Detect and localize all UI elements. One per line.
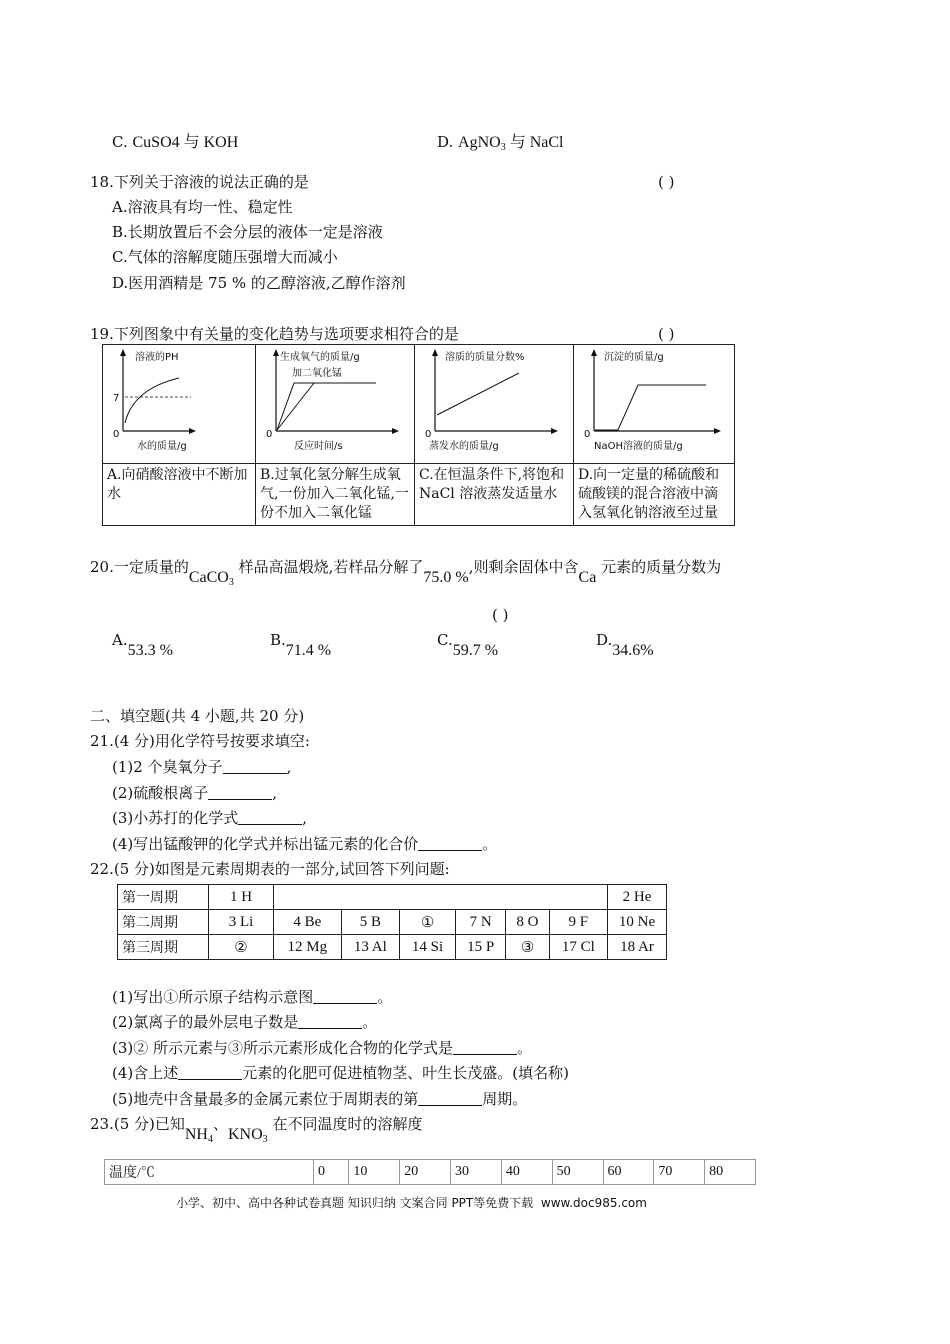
q19-stem: 19.下列图象中有关量的变化趋势与选项要求相符合的是	[90, 325, 459, 343]
element-cell: 5 B	[341, 910, 399, 935]
temperature-header: 温度/℃	[105, 1160, 314, 1185]
element-cell: 15 P	[456, 935, 506, 960]
q23-stem: 23.(5 分)已知$NH_4$、$KNO_3$ 在不同温度时的溶解度	[90, 1115, 423, 1145]
section-title: 二、填空题(共 4 小题,共 20 分)	[90, 707, 305, 725]
element-cell: 13 Al	[341, 935, 399, 960]
element-cell: 10 Ne	[608, 910, 667, 935]
graph-b-origin: 0	[266, 429, 273, 440]
q22-sub-1: (1)写出①所示原子结构示意图 。	[112, 988, 393, 1006]
temp-cell: 30	[451, 1160, 502, 1185]
element-cell: 8 O	[506, 910, 549, 935]
temp-cell: 20	[400, 1160, 451, 1185]
q22-sub-3: (3)② 所示元素与③所示元素形成化合物的化学式是 。	[112, 1039, 533, 1057]
temp-cell: 0	[314, 1160, 349, 1185]
answer-blank	[298, 1014, 362, 1029]
q22-sub-5: (5)地壳中含量最多的金属元素位于周期表的第 周期。	[112, 1090, 528, 1108]
q22-sub-2: (2)氯离子的最外层电子数是 。	[112, 1013, 378, 1031]
q19-graph-b	[256, 345, 415, 464]
graph-b-xlabel: 反应时间/s	[294, 441, 343, 452]
element-cell: ③	[506, 935, 549, 960]
element-cell: 17 Cl	[549, 935, 607, 960]
element-cell: 3 Li	[209, 910, 274, 935]
periodic-table	[117, 884, 667, 960]
q19-caption-c: C.在恒温条件下,将饱和 NaCl 溶液蒸发适量水	[415, 464, 574, 526]
q18-option-b: B.长期放置后不会分层的液体一定是溶液	[112, 223, 383, 241]
element-cell: 9 F	[549, 910, 607, 935]
footer	[176, 1194, 647, 1211]
q18-stem: 18.下列关于溶液的说法正确的是	[90, 173, 309, 191]
graph-a-mark: 7	[113, 393, 120, 404]
q20-option-d: D.34.6%	[596, 631, 654, 659]
temp-cell: 80	[705, 1160, 756, 1185]
q20-stem: 20.一定质量的CaCO$_3$ 样品高温煅烧,若样品分解了75.0 %,则剩余固体中含Ca 元素的质量分数为	[90, 558, 722, 588]
q19-caption-d: D.向一定量的稀硫酸和硫酸镁的混合溶液中滴入氢氧化钠溶液至过量	[574, 464, 735, 526]
q21-item-3: (3)小苏打的化学式 ,	[112, 809, 308, 827]
graph-c-origin: 0	[425, 429, 432, 440]
q19-graph-table	[102, 344, 735, 526]
footer-url[interactable]: www.doc985.com	[540, 1196, 647, 1210]
element-cell: 1 H	[209, 885, 274, 910]
period-label: 第二周期	[118, 910, 209, 935]
period-label: 第三周期	[118, 935, 209, 960]
q19-answer-paren: ( )	[658, 325, 675, 343]
temp-cell: 60	[603, 1160, 654, 1185]
element-cell: ②	[209, 935, 274, 960]
answer-blank	[223, 759, 287, 774]
q19-graph-a	[103, 345, 256, 464]
q21-item-2: (2)硫酸根离子 ,	[112, 784, 278, 802]
q18-option-a: A.溶液具有均一性、稳定性	[112, 198, 293, 216]
graph-b-ylabel: 生成氧气的质量/g	[280, 352, 360, 363]
q19-graph-d	[574, 345, 735, 464]
q19-caption-a: A.向硝酸溶液中不断加水	[103, 464, 256, 526]
q18-option-c: C.气体的溶解度随压强增大而减小	[112, 248, 338, 266]
graph-a-xlabel: 水的质量/g	[137, 441, 187, 452]
q21-item-1: (1)2 个臭氧分子 ,	[112, 758, 292, 776]
answer-blank	[238, 810, 302, 825]
q20-answer-paren: ( )	[492, 606, 509, 624]
temp-cell: 40	[501, 1160, 552, 1185]
q19-caption-b: B.过氧化氢分解生成氧气,一份加入二氧化锰,一份不加入二氧化锰	[256, 464, 415, 526]
answer-blank	[418, 1091, 482, 1106]
graph-d-xlabel: NaOH溶液的质量/g	[594, 441, 683, 452]
solubility-table	[104, 1159, 756, 1185]
footer-text: 小学、初中、高中各种试卷真题 知识归纳 文案合同 PPT等免费下载	[176, 1196, 534, 1210]
graph-b-mark: 加二氧化锰	[292, 368, 342, 379]
answer-blank	[178, 1065, 242, 1080]
element-cell: 18 Ar	[608, 935, 667, 960]
q20-option-a: A.53.3 %	[112, 631, 173, 659]
temp-cell: 70	[654, 1160, 705, 1185]
temp-cell: 10	[349, 1160, 400, 1185]
graph-d-origin: 0	[584, 429, 591, 440]
element-cell: 14 Si	[400, 935, 456, 960]
q19-graph-c	[415, 345, 574, 464]
answer-blank	[313, 989, 377, 1004]
graph-c-xlabel: 蒸发水的质量/g	[429, 441, 499, 452]
q20-option-c: C.59.7 %	[437, 631, 499, 659]
element-cell: 12 Mg	[274, 935, 342, 960]
element-cell: 2 He	[608, 885, 667, 910]
answer-blank	[418, 836, 482, 851]
temp-cell: 50	[552, 1160, 603, 1185]
element-cell: 7 N	[456, 910, 506, 935]
q21-stem: 21.(4 分)用化学符号按要求填空:	[90, 732, 310, 750]
answer-blank	[208, 785, 272, 800]
q18-option-d: D.医用酒精是 75 % 的乙醇溶液,乙醇作溶剂	[112, 274, 406, 292]
graph-a-ylabel: 溶液的PH	[135, 352, 179, 363]
q22-sub-4: (4)含上述 元素的化肥可促进植物茎、叶生长茂盛。(填名称)	[112, 1064, 569, 1082]
graph-a-origin: 0	[113, 429, 120, 440]
graph-c-ylabel: 溶质的质量分数%	[445, 352, 525, 363]
q21-item-4: (4)写出锰酸钾的化学式并标出锰元素的化合价 。	[112, 835, 498, 853]
element-cell: 4 Be	[274, 910, 342, 935]
period-label: 第一周期	[118, 885, 209, 910]
q17-option-d: D. AgNO$_3$ 与 NaCl	[437, 133, 564, 153]
q18-answer-paren: ( )	[658, 173, 675, 191]
element-cell: ①	[400, 910, 456, 935]
answer-blank	[453, 1040, 517, 1055]
q20-option-b: B.71.4 %	[270, 631, 332, 659]
q22-stem: 22.(5 分)如图是元素周期表的一部分,试回答下列问题:	[90, 860, 450, 878]
graph-d-ylabel: 沉淀的质量/g	[604, 352, 664, 363]
q17-option-c: C. CuSO4 与 KOH	[112, 133, 239, 151]
